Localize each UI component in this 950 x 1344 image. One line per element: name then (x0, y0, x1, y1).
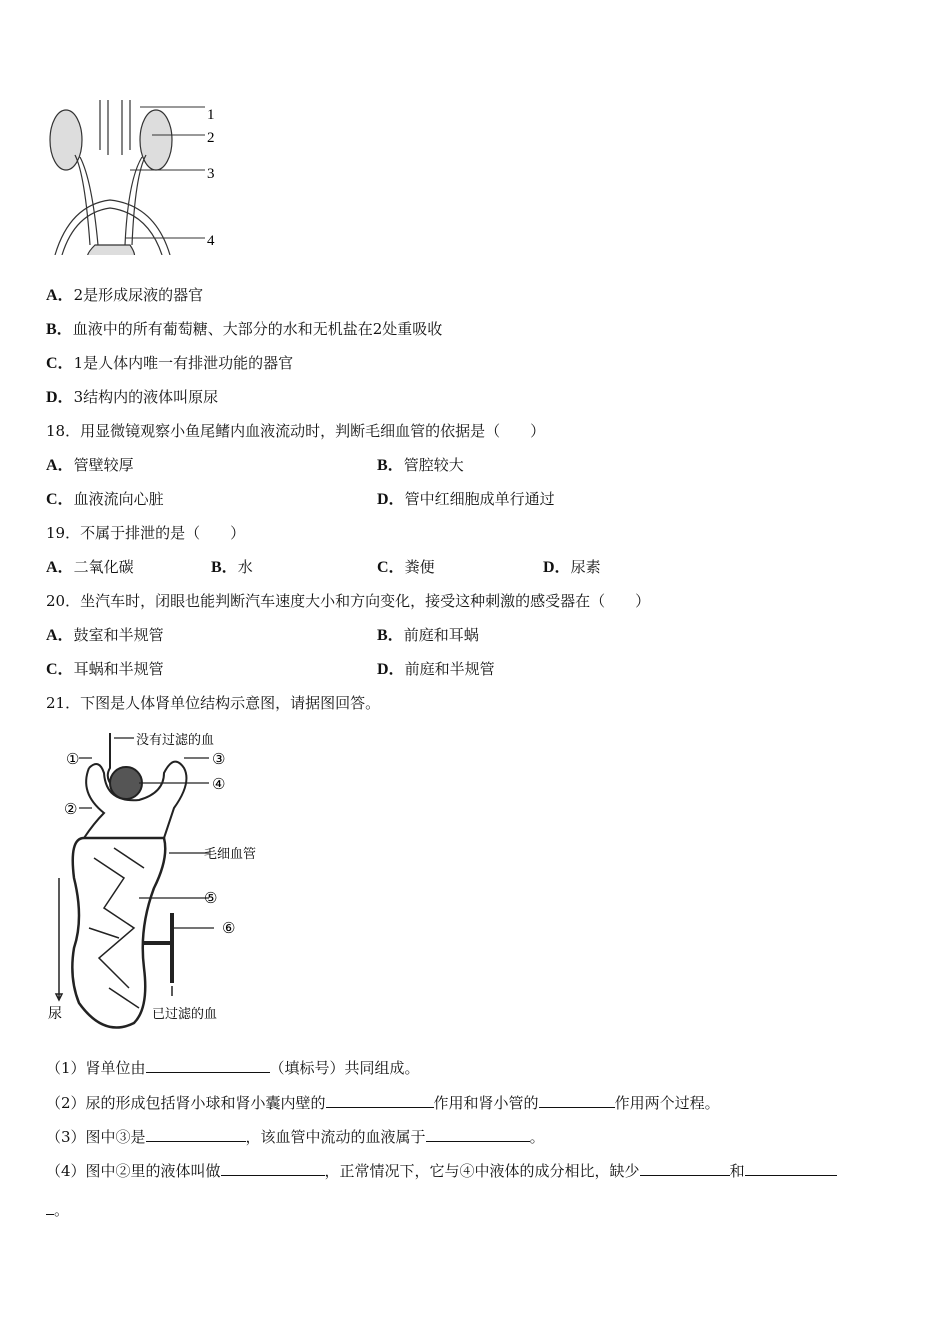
label-1: ① (66, 752, 80, 768)
fig1-label-3: 3 (207, 166, 215, 182)
option-text: 3结构内的液体叫原尿 (73, 388, 219, 406)
option-text: 1是人体内唯一有排泄功能的器官 (73, 354, 294, 372)
option-label: C． (46, 661, 74, 678)
option-label: A． (46, 559, 74, 576)
option-text: 前庭和耳蜗 (403, 626, 479, 644)
q19-stem: 19．不属于排泄的是（ ） (46, 524, 246, 542)
q21-sub-4-cont (46, 1200, 69, 1220)
text: ，该血管中流动的血液属于 (245, 1128, 426, 1146)
label-6: ⑥ (222, 921, 236, 937)
q20-option-a (46, 625, 164, 646)
q19-option-c (377, 557, 435, 578)
fig1-label-2: 2 (207, 130, 215, 146)
answer-blank[interactable] (539, 1093, 615, 1108)
q21-sub-2 (46, 1093, 720, 1113)
label-5: ⑤ (204, 891, 218, 907)
text: 。 (54, 1201, 70, 1219)
option-text: 血液流向心脏 (73, 490, 164, 508)
urinary-system-figure (40, 95, 230, 255)
option-label: B． (46, 321, 73, 338)
q20-stem: 20．坐汽车时，闭眼也能判断汽车速度大小和方向变化，接受这种刺激的感受器在（ ） (46, 592, 651, 610)
q17-option-c (46, 353, 293, 374)
text: 作用两个过程。 (614, 1094, 720, 1112)
fig1-label-1: 1 (207, 107, 215, 123)
option-label: A． (46, 627, 74, 644)
q20-option-b (377, 625, 479, 646)
option-label: B． (377, 627, 404, 644)
q18-stem: 18．用显微镜观察小鱼尾鳍内血液流动时，判断毛细血管的依据是（ ） (46, 422, 546, 440)
answer-blank[interactable] (640, 1161, 730, 1176)
text: ，正常情况下，它与④中液体的成分相比，缺少 (324, 1162, 640, 1180)
option-text: 管中红细胞成单行通过 (404, 490, 555, 508)
option-label: A． (46, 287, 74, 304)
q17-option-a (46, 285, 203, 306)
option-label: D． (46, 389, 74, 406)
option-label: B． (377, 457, 404, 474)
q21-sub-3 (46, 1127, 545, 1147)
option-label: D． (377, 491, 405, 508)
label-capillary: 毛细血管 (204, 846, 257, 861)
q18-option-d (377, 489, 555, 510)
answer-blank[interactable] (146, 1127, 246, 1142)
text: （填标号）共同组成。 (269, 1059, 420, 1077)
label-4: ④ (212, 777, 226, 793)
answer-blank[interactable] (46, 1200, 54, 1215)
q19-option-a (46, 557, 134, 578)
q18-option-c (46, 489, 164, 510)
option-text: 鼓室和半规管 (73, 626, 164, 644)
answer-blank[interactable] (221, 1161, 325, 1176)
option-label: A． (46, 457, 74, 474)
option-label: D． (543, 559, 571, 576)
q18-option-a (46, 455, 134, 476)
text: 和 (729, 1162, 745, 1180)
option-text: 前庭和半规管 (404, 660, 495, 678)
option-label: C． (46, 355, 74, 372)
option-label: C． (46, 491, 74, 508)
label-filtered-blood: 已过滤的血 (152, 1006, 218, 1021)
answer-blank[interactable] (426, 1127, 530, 1142)
label-unfiltered-blood: 没有过滤的血 (136, 732, 215, 747)
label-2: ② (64, 802, 78, 818)
text: （4）图中②里的液体叫做 (46, 1162, 221, 1180)
q19-option-d (543, 557, 601, 578)
q18-option-b (377, 455, 464, 476)
q21-stem: 21．下图是人体肾单位结构示意图，请据图回答。 (46, 694, 381, 712)
text: 。 (529, 1128, 545, 1146)
nephron-figure (44, 728, 294, 1038)
q21-sub-4 (46, 1161, 837, 1181)
text: （3）图中③是 (46, 1128, 146, 1146)
option-text: 管腔较大 (403, 456, 464, 474)
q17-option-b (46, 319, 442, 340)
answer-blank[interactable] (146, 1058, 270, 1073)
q17-option-d (46, 387, 218, 408)
option-text: 2是形成尿液的器官 (73, 286, 204, 304)
option-text: 尿素 (570, 558, 601, 576)
text: （2）尿的形成包括肾小球和肾小囊内壁的 (46, 1094, 326, 1112)
option-text: 管壁较厚 (73, 456, 134, 474)
option-text: 耳蜗和半规管 (73, 660, 164, 678)
option-label: D． (377, 661, 405, 678)
label-urine: 尿 (48, 1007, 62, 1022)
option-label: B． (211, 559, 238, 576)
option-label: C． (377, 559, 405, 576)
option-text: 血液中的所有葡萄糖、大部分的水和无机盐在2处重吸收 (72, 320, 443, 338)
q19-option-b (211, 557, 253, 578)
answer-blank[interactable] (745, 1161, 837, 1176)
option-text: 粪便 (404, 558, 435, 576)
text: 作用和肾小管的 (433, 1094, 539, 1112)
q20-option-c (46, 659, 164, 680)
text: （1）肾单位由 (46, 1059, 146, 1077)
option-text: 二氧化碳 (73, 558, 134, 576)
label-3: ③ (212, 752, 226, 768)
option-text: 水 (237, 558, 253, 576)
fig1-label-4: 4 (207, 233, 215, 249)
answer-blank[interactable] (326, 1093, 434, 1108)
q20-option-d (377, 659, 495, 680)
q21-sub-1 (46, 1058, 420, 1078)
